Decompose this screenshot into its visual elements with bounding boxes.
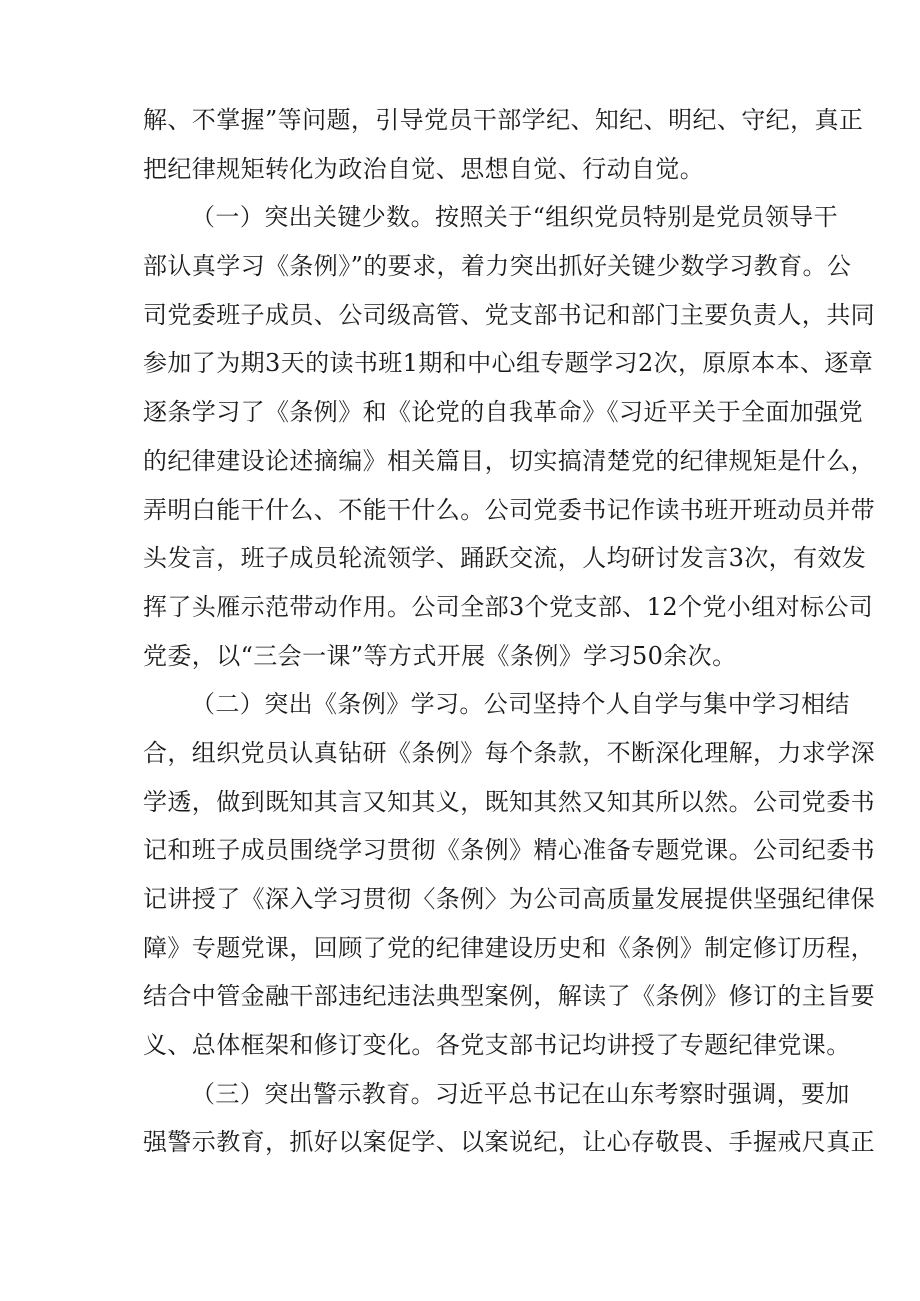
text-line: 障》专题党课，回顾了党的纪律建设历史和《条例》制定修订历程， — [143, 933, 875, 962]
text-line: 学透，做到既知其言又知其义，既知其然又知其所以然。公司党委书 — [143, 787, 875, 816]
text-line: 记讲授了《深入学习贯彻〈条例〉为公司高质量发展提供坚强纪律保 — [143, 885, 875, 913]
paragraph-warning-education — [143, 1070, 875, 1167]
text-line: 解、不掌握”等问题，引导党员干部学纪、知纪、明纪、守纪，真正 — [143, 106, 864, 134]
text-line: 头发言，班子成员轮流领学、踊跃交流，人均研讨发言3次，有效发 — [143, 544, 867, 573]
text-line: 把纪律规矩转化为政治自觉、思想自觉、行动自觉。 — [143, 154, 705, 183]
text-line: 义、总体框架和修订变化。各党支部书记均讲授了专题纪律党课。 — [143, 1031, 851, 1060]
text-line: 记和班子成员围绕学习贯彻《条例》精心准备专题党课。公司纪委书 — [143, 836, 875, 865]
text-line: （一）突出关键少数。按照关于“组织党员特别是党员领导干 — [191, 203, 839, 232]
text-line: 部认真学习《条例》”的要求，着力突出抓好关键少数学习教育。公 — [143, 252, 852, 281]
paragraph-continuation — [143, 96, 864, 193]
text-line: 弄明白能干什么、不能干什么。公司党委书记作读书班开班动员并带 — [143, 495, 875, 524]
text-line: （二）突出《条例》学习。公司坚持个人自学与集中学习相结 — [191, 690, 850, 719]
text-line: 强警示教育，抓好以案促学、以案说纪，让心存敬畏、手握戒尺真正 — [143, 1128, 875, 1157]
text-line: 逐条学习了《条例》和《论党的自我革命》《习近平关于全面加强党 — [143, 398, 863, 427]
document-body — [143, 96, 875, 1167]
text-line: 的纪律建设论述摘编》相关篇目，切实搞清楚党的纪律规矩是什么， — [143, 446, 875, 475]
text-line: （三）突出警示教育。习近平总书记在山东考察时强调，要加 — [191, 1079, 850, 1108]
paragraph-key-minority — [143, 193, 875, 680]
text-line: 党委，以“三会一课”等方式开展《条例》学习50余次。 — [143, 641, 737, 670]
text-line: 挥了头雁示范带动作用。公司全部3个党支部、12个党小组对标公司 — [143, 592, 874, 621]
text-line: 参加了为期3天的读书班1期和中心组专题学习2次，原原本本、逐章 — [143, 349, 874, 378]
paragraph-regulation-study — [143, 680, 875, 1070]
text-line: 结合中管金融干部违纪违法典型案例，解读了《条例》修订的主旨要 — [143, 982, 875, 1011]
text-line: 司党委班子成员、公司级高管、党支部书记和部门主要负责人，共同 — [143, 300, 875, 329]
text-line: 合，组织党员认真钻研《条例》每个条款，不断深化理解，力求学深 — [143, 738, 875, 767]
